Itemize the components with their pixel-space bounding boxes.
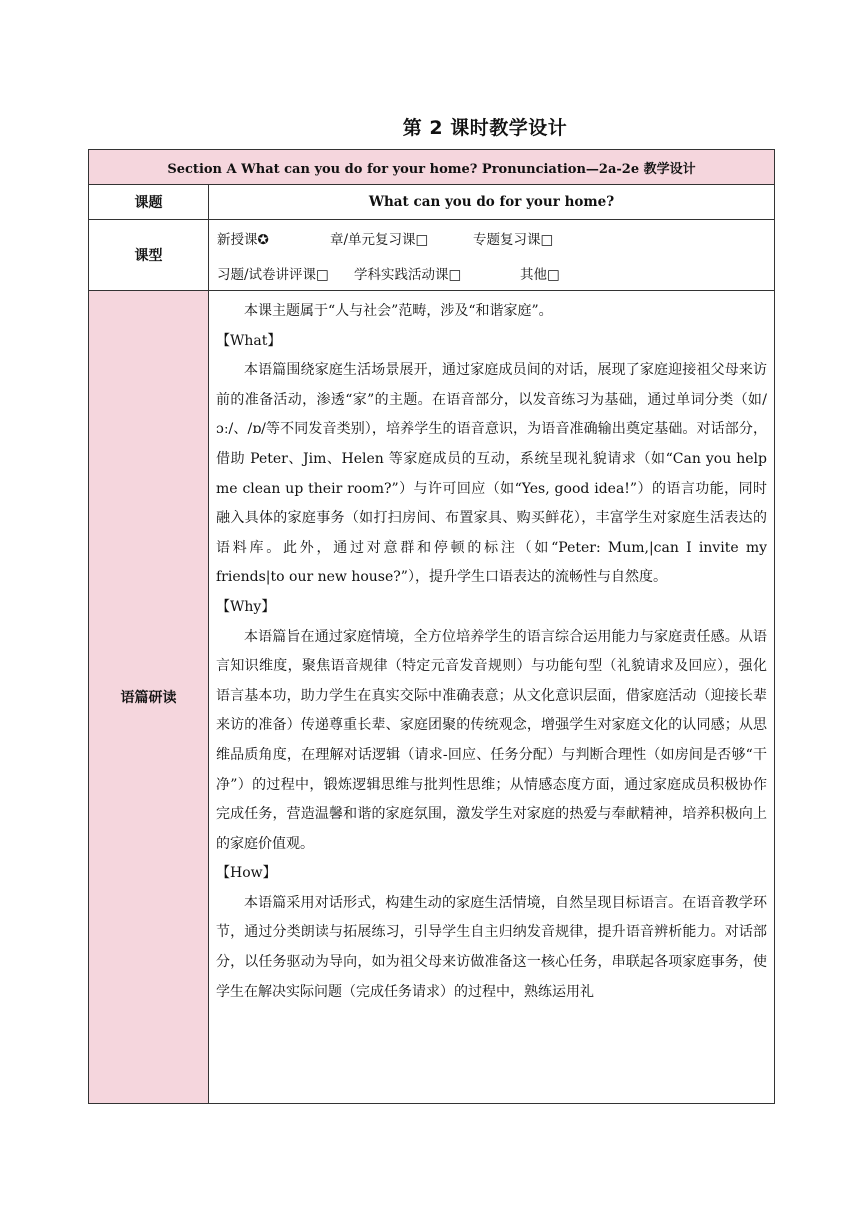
lesson-type-topic-review: 专题复习课□ [473,231,554,248]
topic-row [89,185,775,220]
why-text: 本语篇旨在通过家庭情境，全方位培养学生的语言综合运用能力与家庭责任感。从语言知识维度，聚焦语音规律（特定元音发音规则）与功能句型（礼貌请求及回应），强化语言基本功，助力学生在真实交际中准确表意；从文化意识层面，借家庭活动（迎接长辈来访的准备）传递尊重长辈、家庭团聚的传统观念，增强学生对家庭文化的认同感；从思维品质角度，在理解对话逻辑（请求-回应、任务分配）与判断合理性（如房间是否够“干净”）的过程中，锻炼逻辑思维与批判性思维；从情感态度方面，通过家庭成员积极协作完成任务，营造温馨和谐的家庭氛围，激发学生对家庭的热爱与奉献精神，培养积极向上的家庭价值观。 [216,628,767,852]
what-heading: 【What】 [216,332,282,349]
lesson-type-label: 课型 [89,220,209,291]
lesson-type-new: 新授课✪ [217,231,269,248]
table-header-row [89,150,775,185]
topic-label: 课题 [89,185,209,220]
why-heading: 【Why】 [216,598,276,615]
table-header: Section A What can you do for your home? Pronunciation—2a-2e 教学设计 [89,150,775,185]
what-text: 本语篇围绕家庭生活场景展开，通过家庭成员间的对话，展现了家庭迎接祖父母来访前的准备活动，渗透“家”的主题。在语音部分，以发音练习为基础，通过单词分类（如/ɔː/、/ɒ/等不同发音类别），培养学生的语音意识，为语音准确输出奠定基础。对话部分，借助 Peter、Jim、Helen 等家庭成员的互动，系统呈现礼貌请求（如“Can you help me clean up their room?”）与许可回应（如“Yes, good idea!”）的语言功能，同时融入具体的家庭事务（如打扫房间、布置家具、购买鲜花），丰富学生对家庭生活表达的语料库。此外，通过对意群和停顿的标注（如“Peter: Mum,|can I invite my friends|to our new house?”），提升学生口语表达的流畅性与自然度。 [216,362,767,586]
page-title: 第 2 课时教学设计 [402,117,568,139]
lesson-type-row [89,220,775,291]
lesson-design-table [88,149,775,1104]
lesson-type-practice: 学科实践活动课□ [354,266,462,283]
lesson-type-options [209,220,775,291]
how-text: 本语篇采用对话形式，构建生动的家庭生活情境，自然呈现目标语言。在语音教学环节，通过分类朗读与拓展练习，引导学生自主归纳发音规律，提升语音辨析能力。对话部分，以任务驱动为导向，如为祖父母来访做准备这一核心任务，串联起各项家庭事务，使学生在解决实际问题（完成任务请求）的过程中，熟练运用礼 [216,894,767,1000]
lesson-type-unit-review: 章/单元复习课□ [330,231,429,248]
intro-text: 本课主题属于“人与社会”范畴，涉及“和谐家庭”。 [244,303,553,319]
lesson-type-exercise-review: 习题/试卷讲评课□ [217,266,329,283]
reading-analysis-label: 语篇研读 [89,291,209,1104]
reading-analysis-row [89,291,775,1104]
lesson-type-other: 其他□ [520,266,560,283]
reading-analysis-content [209,291,775,1104]
how-heading: 【How】 [216,865,277,882]
topic-value: What can you do for your home? [209,185,775,220]
